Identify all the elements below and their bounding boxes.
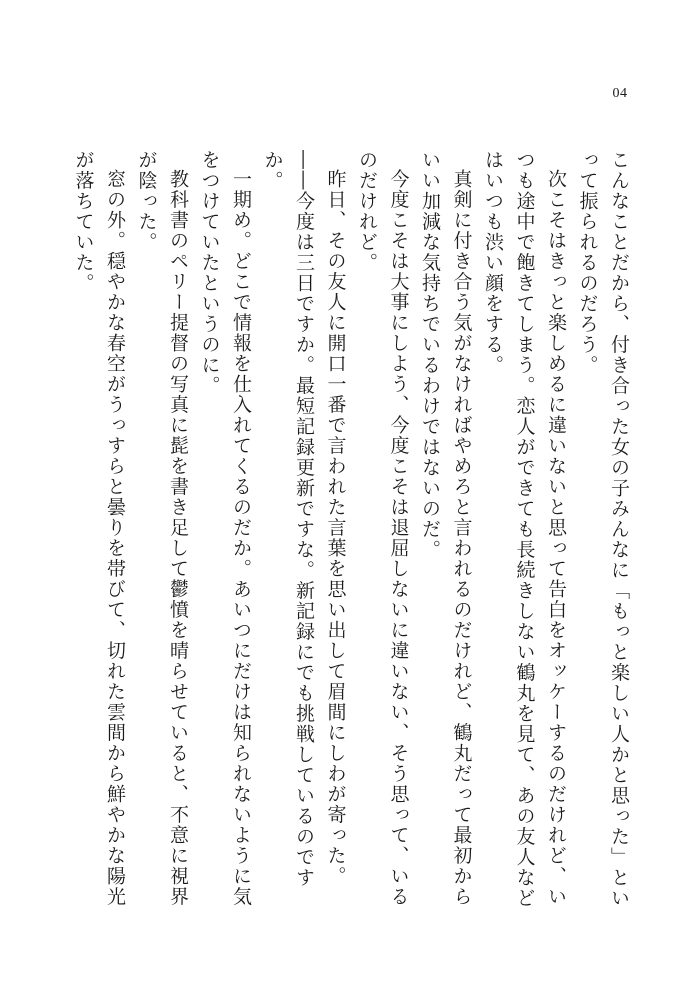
paragraph: 次こそはきっと楽しめるに違いないと思って告白をオッケーするのだけれど、いつも途中で飽きてしまう。恋人ができても長続きしない鶴丸を見て、あの友人などはいつも渋い顔をする。: [482, 150, 567, 909]
paragraph: 教科書のペリー提督の写真に髭を書き足して鬱憤を晴らせていると、不意に視界が陰った。: [135, 150, 189, 907]
paragraph: 真剣に付き合う気がなければやめろと言われるのだけれど、鶴丸だって最初からいい加減な気持ちでいるわけではないのだ。: [419, 150, 473, 907]
paragraph: 窓の外。穏やかな春空がうっすらと曇りを帯びて、切れた雲間から鮮やかな陽光が落ちていた。: [72, 150, 126, 907]
paragraph: 今度こそは大事にしよう、今度こそは退屈しないに違いない、そう思って、いるのだけれど。: [356, 150, 410, 907]
paragraph: こんなことだから、付き合った女の子みんなに「もっと楽しい人かと思った」といって振られるのだろう。: [576, 150, 630, 909]
paragraph: ――今度は三日ですか。最短記録更新ですな。新記録にでも挑戦しているのですか。: [261, 150, 315, 888]
paragraph: 一期め。どこで情報を仕入れてくるのだか。あいつにだけは知られないように気をつけていたというのに。: [198, 150, 252, 907]
paragraph: 昨日、その友人に開口一番で言われた言葉を思い出して眉間にしわが寄った。: [324, 169, 347, 887]
page-number: 04: [612, 86, 628, 101]
body-text: [67, 150, 634, 910]
